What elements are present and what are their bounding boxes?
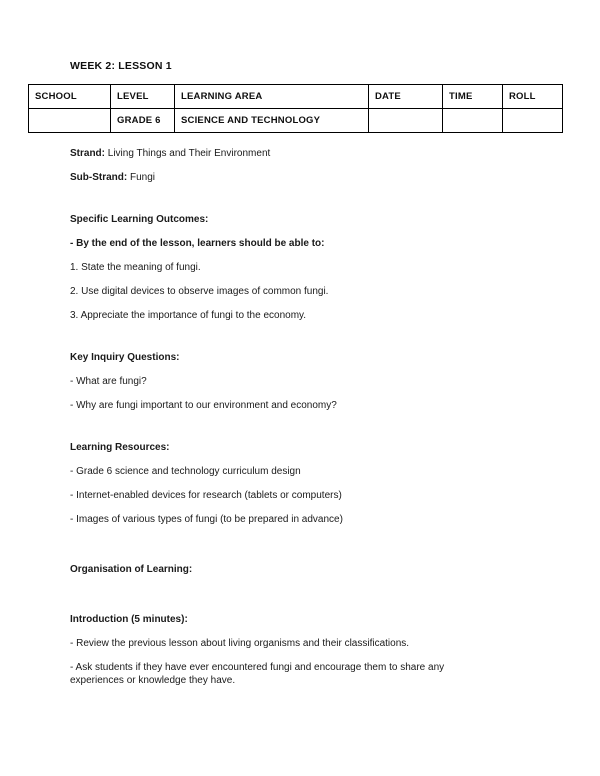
resource-item-2: - Internet-enabled devices for research (tablets or computers): [70, 490, 342, 501]
table-header-date: DATE: [369, 85, 443, 109]
table-header-school: SCHOOL: [29, 85, 111, 109]
resource-item-1: - Grade 6 science and technology curriculum design: [70, 466, 301, 477]
strand-label: Strand:: [70, 148, 105, 159]
introduction-item-1: - Review the previous lesson about living organisms and their classifications.: [70, 638, 410, 649]
sub-strand-value: Fungi: [127, 172, 156, 183]
sub-strand-line: [70, 171, 562, 184]
spacer: [70, 195, 562, 213]
resource-item-3: - Images of various types of fungi (to be prepared in advance): [70, 514, 343, 525]
spacer: [70, 587, 562, 613]
learning-resources-heading: Learning Resources:: [70, 442, 170, 453]
spacer: [70, 333, 562, 351]
table-cell-learning-area: SCIENCE AND TECHNOLOGY: [175, 109, 369, 133]
organisation-of-learning-heading: Organisation of Learning:: [70, 564, 193, 575]
table-header-learning-area: LEARNING AREA: [175, 85, 369, 109]
introduction-item-2: - Ask students if they have ever encountered fungi and encourage them to share any experiences or knowledge they have.: [70, 662, 445, 686]
table-header-level: LEVEL: [111, 85, 175, 109]
document-content: [28, 60, 562, 697]
outcomes-intro: - By the end of the lesson, learners should be able to:: [70, 238, 325, 249]
table-cell-level: GRADE 6: [111, 109, 175, 133]
spacer: [70, 423, 562, 441]
specific-learning-outcomes-heading: Specific Learning Outcomes:: [70, 214, 209, 225]
table-row: [29, 109, 563, 133]
table-cell-time: [443, 109, 503, 133]
introduction-item-2-wrap: [70, 661, 470, 687]
page-title: WEEK 2: LESSON 1: [70, 60, 172, 72]
key-inquiry-questions-heading: Key Inquiry Questions:: [70, 352, 180, 363]
strand-line: [70, 147, 562, 160]
table-cell-roll: [503, 109, 563, 133]
introduction-heading: Introduction (5 minutes):: [70, 614, 188, 625]
table-header-row: [29, 85, 563, 109]
table-header-roll: ROLL: [503, 85, 563, 109]
sub-strand-label: Sub-Strand:: [70, 172, 128, 183]
spacer: [70, 537, 562, 563]
strand-value: Living Things and Their Environment: [105, 148, 271, 159]
outcome-item-3: 3. Appreciate the importance of fungi to the economy.: [70, 310, 307, 321]
table-cell-date: [369, 109, 443, 133]
table-header-time: TIME: [443, 85, 503, 109]
outcome-item-2: 2. Use digital devices to observe images of common fungi.: [70, 286, 329, 297]
table-cell-school: [29, 109, 111, 133]
lesson-info-table: [28, 84, 563, 133]
inquiry-item-1: - What are fungi?: [70, 376, 147, 387]
document-body: [70, 147, 562, 687]
inquiry-item-2: - Why are fungi important to our environment and economy?: [70, 400, 337, 411]
outcome-item-1: 1. State the meaning of fungi.: [70, 262, 201, 273]
